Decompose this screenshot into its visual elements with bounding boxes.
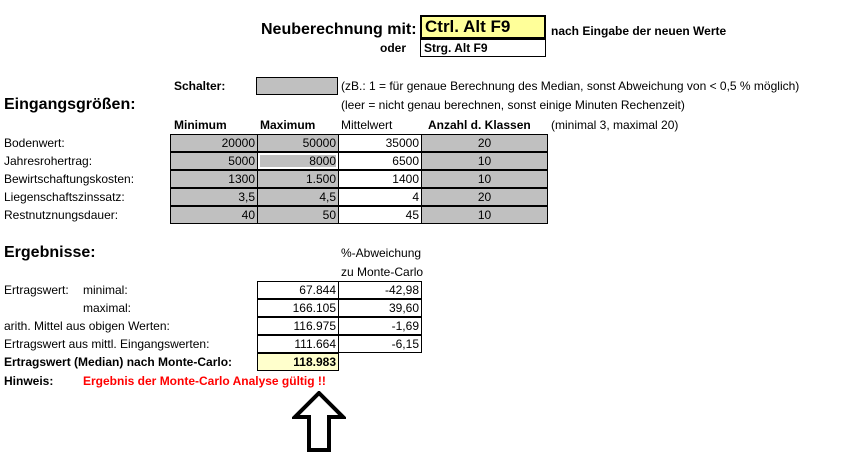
input-max-cell[interactable]: 50000: [257, 134, 339, 152]
input-row-label: Jahresrohertrag:: [4, 154, 93, 168]
input-row-label: Bewirtschaftungskosten:: [4, 172, 135, 186]
switch-input-cell[interactable]: [256, 77, 338, 95]
result-dev-cell[interactable]: -1,69: [338, 317, 422, 335]
input-mean-cell[interactable]: 6500: [338, 152, 422, 170]
recalc-label: Neuberechnung mit:: [261, 21, 417, 38]
col-header-min: Minimum: [174, 118, 227, 132]
result-label: arith. Mittel aus obigen Werten:: [4, 319, 170, 333]
input-min-cell[interactable]: 5000: [170, 152, 258, 170]
input-row-label: Liegenschaftszinssatz:: [4, 190, 125, 204]
input-min-cell[interactable]: 40: [170, 206, 258, 224]
input-mean-cell[interactable]: 35000: [338, 134, 422, 152]
input-classes-cell[interactable]: 10: [421, 206, 548, 224]
result-dev-cell[interactable]: -42,98: [338, 281, 422, 299]
input-min-cell[interactable]: 20000: [170, 134, 258, 152]
col-header-mean: Mittelwert: [341, 118, 393, 132]
hint-label: Hinweis:: [4, 374, 54, 388]
shortcut-alt-cell[interactable]: Strg. Alt F9: [420, 39, 546, 57]
input-row-label: Restnutznungsdauer:: [4, 208, 119, 222]
input-classes-cell[interactable]: 20: [421, 188, 548, 206]
input-max-cell[interactable]: 1.500: [257, 170, 339, 188]
classes-note: (minimal 3, maximal 20): [551, 118, 679, 132]
result-value-cell[interactable]: 116.975: [257, 317, 339, 335]
result-dev-cell[interactable]: 39,60: [338, 299, 422, 317]
median-label: Ertragswert (Median) nach Monte-Carlo:: [4, 355, 233, 369]
shortcut-main-cell[interactable]: Ctrl. Alt F9: [420, 15, 546, 39]
result-value-cell[interactable]: 67.844: [257, 281, 339, 299]
results-section-title: Ergebnisse:: [4, 244, 96, 261]
switch-note-1: (zB.: 1 = für genaue Berechnung des Median, sonst Abweichung von < 0,5 % möglich): [341, 79, 800, 93]
input-max-cell[interactable]: 50: [257, 206, 339, 224]
input-classes-cell[interactable]: 10: [421, 170, 548, 188]
result-dev-cell[interactable]: -6,15: [338, 335, 422, 353]
oder-label: oder: [380, 41, 407, 55]
median-value-cell[interactable]: 118.983: [257, 353, 339, 371]
col-header-classes: Anzahl d. Klassen: [428, 118, 531, 132]
col-header-max: Maximum: [260, 118, 316, 132]
result-label: Ertragswert:: [4, 283, 69, 297]
input-row-label: Bodenwert:: [4, 136, 65, 150]
input-classes-cell[interactable]: 10: [421, 152, 548, 170]
input-mean-cell[interactable]: 45: [338, 206, 422, 224]
input-min-cell[interactable]: 1300: [170, 170, 258, 188]
input-min-cell[interactable]: 3,5: [170, 188, 258, 206]
result-value-cell[interactable]: 111.664: [257, 335, 339, 353]
dev-header-1: %-Abweichung: [341, 246, 422, 260]
input-mean-cell[interactable]: 1400: [338, 170, 422, 188]
result-label: Ertragswert aus mittl. Eingangswerten:: [4, 337, 210, 351]
input-max-cell[interactable]: 4,5: [257, 188, 339, 206]
switch-note-2: (leer = nicht genau berechnen, sonst einige Minuten Rechenzeit): [341, 98, 685, 112]
input-classes-cell[interactable]: 20: [421, 134, 548, 152]
input-max-cell-selected[interactable]: 8000: [257, 152, 339, 170]
up-arrow-icon: [292, 391, 346, 453]
result-sublabel: maximal:: [83, 301, 132, 315]
input-mean-cell[interactable]: 4: [338, 188, 422, 206]
result-value-cell[interactable]: 166.105: [257, 299, 339, 317]
inputs-section-title: Eingangsgrößen:: [4, 96, 136, 113]
after-text: nach Eingabe der neuen Werte: [551, 24, 727, 38]
dev-header-2: zu Monte-Carlo: [341, 265, 424, 279]
hint-text: Ergebnis der Monte-Carlo Analyse gültig !!: [83, 374, 326, 388]
result-sublabel: minimal:: [83, 283, 128, 297]
switch-label: Schalter:: [174, 79, 226, 93]
